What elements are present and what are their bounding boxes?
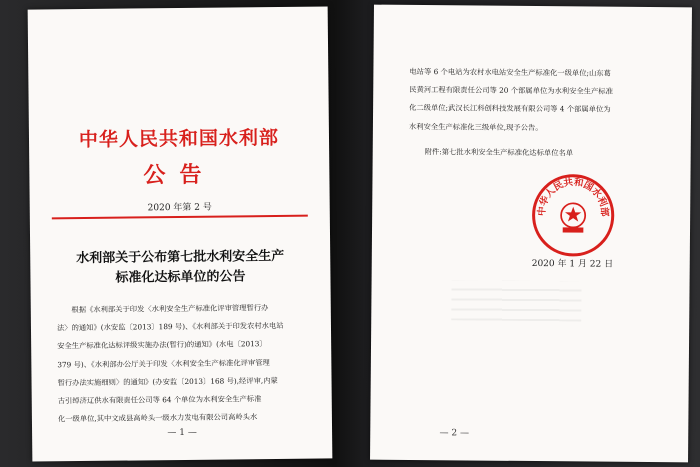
page-number: — 1 —: [167, 427, 197, 439]
attachment-note: 附件:第七批水利安全生产标准化达标单位名单: [424, 147, 574, 158]
body-line-4: 379 号)、《水利部办公厅关于印发〈水利安全生产标准化评审管理: [57, 357, 270, 369]
notice-heading: 公告: [143, 161, 216, 189]
body-line-2: 民黄河工程有限责任公司等 20 个部属单位为水利安全生产标准: [409, 85, 613, 96]
body-line-4: 水利安全生产标准化三级单位,现予公告。: [408, 121, 543, 132]
body-line-7: 化一级单位,其中文成县高岭头一级水力发电有限公司高岭头水: [57, 412, 258, 424]
body-line-2: 法〉的通知》(水安监〔2013〕189 号)、《水利部关于印发农村水电站: [56, 321, 284, 333]
official-seal: [530, 172, 617, 259]
national-emblem-icon: [561, 203, 585, 232]
issue-date: 2020 年 1 月 22 日: [531, 259, 614, 270]
document-page-2: [370, 5, 692, 463]
document-title: [50, 247, 310, 290]
body-line-5: 暂行办法实施细则〉的通知》(办安监〔2013〕168 号),经评审,内蒙: [57, 375, 278, 388]
show-through-text: [451, 280, 581, 321]
body-line-3: 安全生产标准化达标评级实施办法(暂行)的通知》(水电〔2013〕: [57, 339, 267, 351]
seal-text: 中华人民共和国水利部: [536, 176, 610, 217]
body-line-3: 化二级单位;武汉长江科创科技发展有限公司等 4 个部属单位为: [409, 103, 611, 115]
issuer-header: 中华人民共和国水利部: [78, 126, 280, 152]
body-text: [57, 299, 310, 429]
body-line-1: 电站等 6 个电站为农村水电站安全生产标准化一级单位;山东葛: [409, 66, 611, 78]
document-page-1: [28, 6, 333, 461]
body-text: [409, 63, 670, 138]
title-line-2: 标准化达标单位的公告: [115, 269, 246, 286]
document-number: 2020 年第 2 号: [147, 202, 212, 214]
title-line-1: 水利部关于公布第七批水利安全生产: [76, 248, 285, 267]
red-divider: [52, 215, 308, 220]
body-line-6: 古引绰济辽供水有限责任公司等 64 个单位为水利安全生产标准: [57, 394, 262, 406]
page-number: — 2 —: [439, 428, 470, 439]
body-line-1: 根据《水利部关于印发〈水利安全生产标准化评审管理暂行办: [71, 303, 269, 315]
